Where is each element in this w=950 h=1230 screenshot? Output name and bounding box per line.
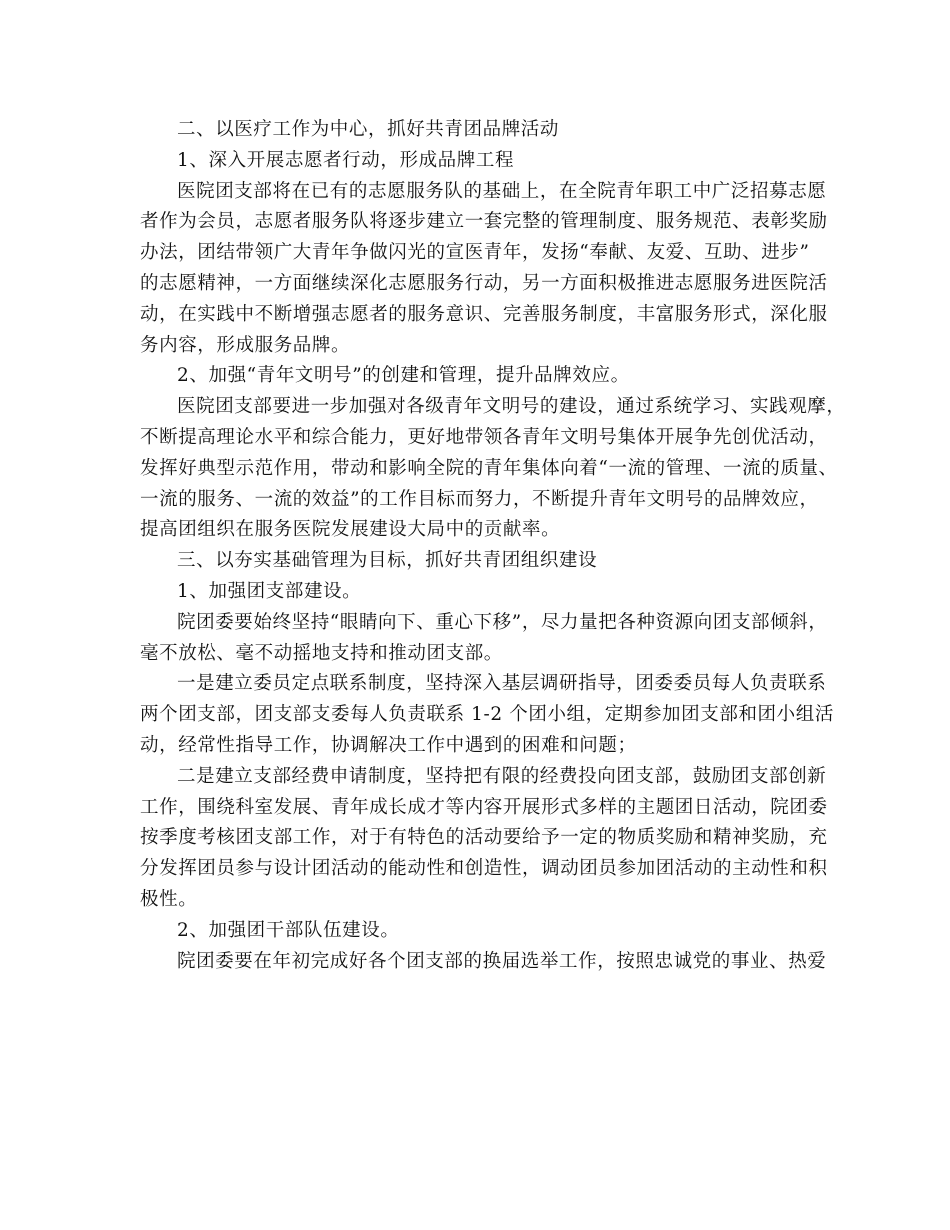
text-line: 院团委要始终坚持“眼睛向下、重心下移”，尽力量把各种资源向团支部倾斜， — [177, 611, 828, 633]
text-line: 动，在实践中不断增强志愿者的服务意识、完善服务制度，丰富服务形式，深化服 — [140, 303, 828, 325]
text-line: 按季度考核团支部工作，对于有特色的活动要给予一定的物质奖励和精神奖励，充 — [140, 827, 828, 849]
text-line: 动，经常性指导工作，协调解决工作中遇到的困难和问题； — [140, 734, 637, 756]
text-line: 者作为会员，志愿者服务队将逐步建立一套完整的管理制度、服务规范、表彰奖励 — [140, 211, 828, 233]
text-line: 二、以医疗工作为中心，抓好共青团品牌活动 — [177, 119, 560, 140]
document-body — [140, 115, 846, 977]
text-line: 二是建立支部经费申请制度，坚持把有限的经费投向团支部，鼓励团支部创新 — [177, 765, 827, 787]
text-line: 一流的服务、一流的效益”的工作目标而努力，不断提升青年文明号的品牌效应， — [140, 488, 819, 510]
text-line: 1、深入开展志愿者行动，形成品牌工程 — [177, 149, 515, 171]
text-line: 不断提高理论水平和综合能力，更好地带领各青年文明号集体开展争先创优活动， — [140, 426, 828, 448]
text-line: 发挥好典型示范作用，带动和影响全院的青年集体向着“一流的管理、一流的质量、 — [140, 457, 838, 479]
text-line: 提高团组织在服务医院发展建设大局中的贡献率。 — [140, 519, 561, 541]
text-line: 医院团支部将在已有的志愿服务队的基础上，在全院青年职工中广泛招募志愿 — [177, 180, 827, 202]
text-line: 极性。 — [140, 888, 198, 910]
text-line: 毫不放松、毫不动摇地支持和推动团支部。 — [140, 642, 503, 664]
text-line: 1、加强团支部建设。 — [177, 580, 362, 602]
text-line: 院团委要在年初完成好各个团支部的换届选举工作，按照忠诚党的事业、热爱 — [177, 950, 827, 972]
text-line: 分发挥团员参与设计团活动的能动性和创造性，调动团员参加团活动的主动性和积 — [140, 858, 828, 880]
text-line: 的志愿精神，一方面继续深化志愿服务行动，另一方面积极推进志愿服务进医院活 — [140, 272, 828, 294]
text-line: 三、以夯实基础管理为目标，抓好共青团组织建设 — [177, 550, 598, 572]
text-line: 一是建立委员定点联系制度，坚持深入基层调研指导，团委委员每人负责联系 — [177, 673, 827, 695]
text-line: 务内容，形成服务品牌。 — [140, 334, 351, 356]
text-line: 2、加强团干部队伍建设。 — [177, 919, 400, 941]
text-line: 两个团支部，团支部支委每人负责联系 1-2 个团小组，定期参加团支部和团小组活 — [140, 704, 834, 726]
text-line: 工作，围绕科室发展、青年成长成才等内容开展形式多样的主题团日活动，院团委 — [140, 796, 828, 818]
text-line: 2、加强“青年文明号”的创建和管理，提升品牌效应。 — [177, 365, 630, 387]
text-line: 医院团支部要进一步加强对各级青年文明号的建设，通过系统学习、实践观摩， — [177, 396, 846, 418]
text-line: 办法，团结带领广大青年争做闪光的宣医青年，发扬“奉献、友爱、互助、进步” — [140, 242, 810, 264]
